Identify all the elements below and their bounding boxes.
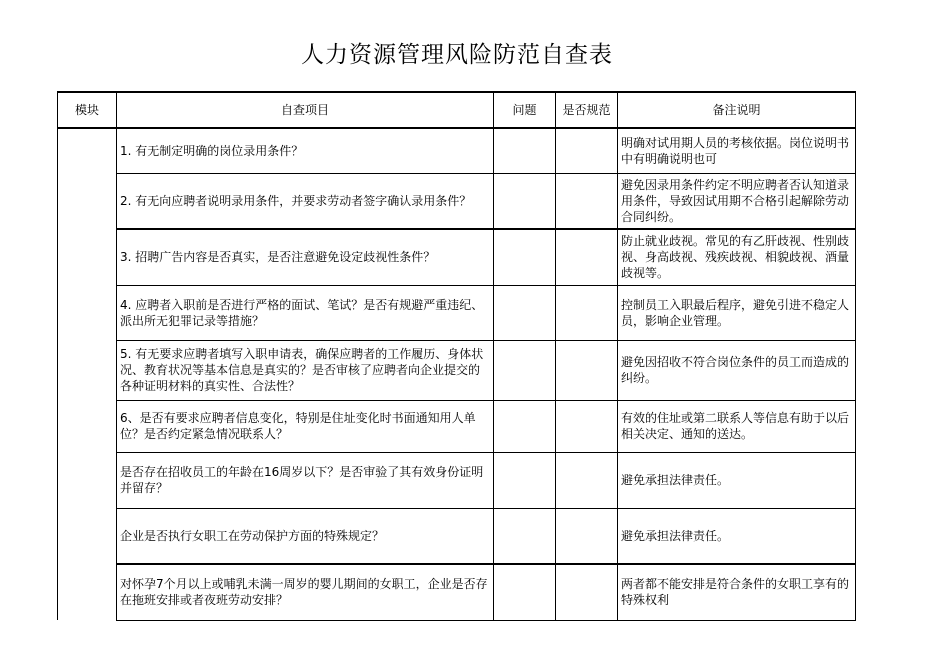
problem-cell[interactable]	[494, 229, 556, 285]
table-header-row	[58, 92, 856, 128]
problem-cell[interactable]	[494, 285, 556, 340]
table-row	[58, 285, 856, 340]
note-cell: 避免承担法律责任。	[618, 452, 856, 508]
standard-cell[interactable]	[556, 400, 618, 452]
header-module: 模块	[58, 92, 117, 128]
note-cell: 避免因招收不符合岗位条件的员工而造成的纠纷。	[618, 340, 856, 400]
table-row	[58, 400, 856, 452]
note-cell: 明确对试用期人员的考核依据。岗位说明书中有明确说明也可	[618, 128, 856, 173]
item-cell: 5. 有无要求应聘者填写入职申请表，确保应聘者的工作履历、身体状况、教育状况等基本信息是真实的？是否审核了应聘者向企业提交的各种证明材料的真实性、合法性？	[117, 340, 494, 400]
problem-cell[interactable]	[494, 340, 556, 400]
item-cell: 1. 有无制定明确的岗位录用条件？	[117, 128, 494, 173]
note-cell: 避免因录用条件约定不明应聘者否认知道录用条件，导致因试用期不合格引起解除劳动合同纠纷。	[618, 173, 856, 229]
header-item: 自查项目	[117, 92, 494, 128]
note-cell: 两者都不能安排是符合条件的女职工享有的特殊权利	[618, 564, 856, 620]
note-cell: 控制员工入职最后程序，避免引进不稳定人员，影响企业管理。	[618, 285, 856, 340]
table-row	[58, 452, 856, 508]
item-cell: 4. 应聘者入职前是否进行严格的面试、笔试？是否有规避严重违纪、派出所无犯罪记录等措施？	[117, 285, 494, 340]
header-standard: 是否规范	[556, 92, 618, 128]
module-cell	[58, 128, 117, 620]
item-cell: 6、是否有要求应聘者信息变化，特别是住址变化时书面通知用人单位？是否约定紧急情况联系人？	[117, 400, 494, 452]
note-cell: 防止就业歧视。常见的有乙肝歧视、性别歧视、身高歧视、残疾歧视、相貌歧视、酒量歧视等。	[618, 229, 856, 285]
table-row	[58, 508, 856, 564]
item-cell: 对怀孕7个月以上或哺乳未满一周岁的婴儿期间的女职工，企业是否存在拖班安排或者夜班劳动安排？	[117, 564, 494, 620]
problem-cell[interactable]	[494, 452, 556, 508]
table-row	[58, 564, 856, 620]
item-cell: 企业是否执行女职工在劳动保护方面的特殊规定？	[117, 508, 494, 564]
page-title: 人力资源管理风险防范自查表	[301, 42, 613, 68]
standard-cell[interactable]	[556, 229, 618, 285]
standard-cell[interactable]	[556, 508, 618, 564]
self-check-table	[57, 91, 856, 621]
table-row	[58, 173, 856, 229]
problem-cell[interactable]	[494, 508, 556, 564]
standard-cell[interactable]	[556, 128, 618, 173]
header-note: 备注说明	[618, 92, 856, 128]
standard-cell[interactable]	[556, 452, 618, 508]
table-row	[58, 340, 856, 400]
table-row	[58, 229, 856, 285]
header-problem: 问题	[494, 92, 556, 128]
problem-cell[interactable]	[494, 173, 556, 229]
item-cell: 是否存在招收员工的年龄在16周岁以下？是否审验了其有效身份证明并留存？	[117, 452, 494, 508]
table-row	[58, 128, 856, 173]
item-cell: 2. 有无向应聘者说明录用条件，并要求劳动者签字确认录用条件？	[117, 173, 494, 229]
standard-cell[interactable]	[556, 285, 618, 340]
standard-cell[interactable]	[556, 340, 618, 400]
standard-cell[interactable]	[556, 173, 618, 229]
note-cell: 有效的住址或第二联系人等信息有助于以后相关决定、通知的送达。	[618, 400, 856, 452]
standard-cell[interactable]	[556, 564, 618, 620]
item-cell: 3. 招聘广告内容是否真实，是否注意避免设定歧视性条件？	[117, 229, 494, 285]
note-cell: 避免承担法律责任。	[618, 508, 856, 564]
problem-cell[interactable]	[494, 564, 556, 620]
problem-cell[interactable]	[494, 128, 556, 173]
problem-cell[interactable]	[494, 400, 556, 452]
